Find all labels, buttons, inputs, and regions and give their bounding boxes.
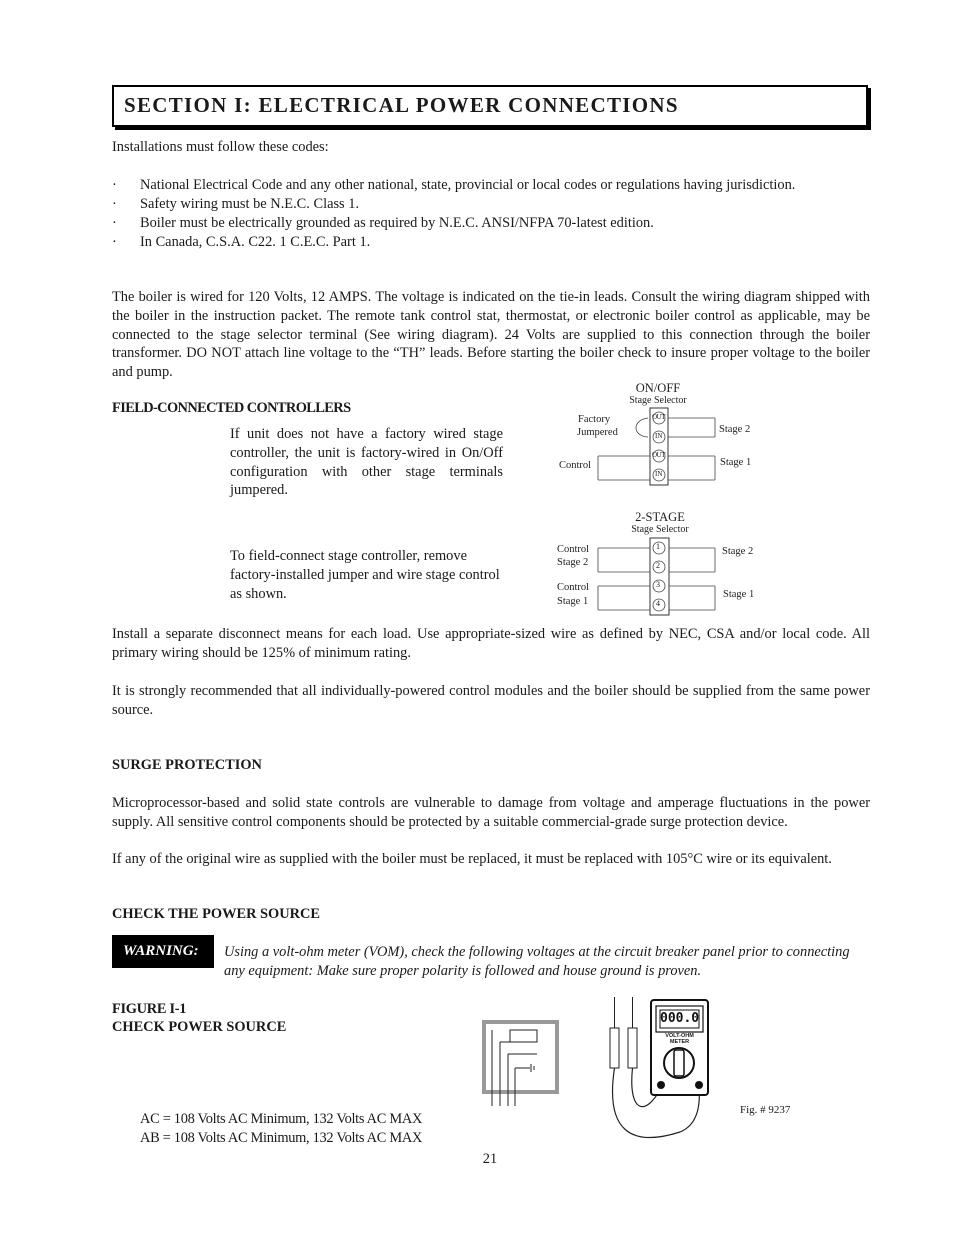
onoff-stage2-label: Stage 2 [719, 424, 751, 435]
surge-paragraph: Microprocessor-based and solid state controls are vulnerable to damage from voltage and amperage fluctuations in the power supply. All sensitive control components should be protected by a suitable commercial-grade surge protection device. [112, 795, 870, 830]
warning-label: WARNING: [123, 943, 199, 959]
code-item: · National Electrical Code and any other national, state, provincial or local codes or regulations having jurisdiction. [112, 176, 812, 195]
onoff-stage1-label: Stage 1 [720, 457, 752, 468]
wire-paragraph: If any of the original wire as supplied with the boiler must be replaced, it must be replaced with 105°C wire or its equivalent. [112, 851, 832, 867]
onoff-terminal: OUT [652, 413, 665, 421]
figure-caption: CHECK POWER SOURCE [112, 1019, 287, 1035]
check-heading: CHECK THE POWER SOURCE [112, 906, 321, 922]
power-source-paragraph: It is strongly recommended that all individually-powered control modules and the boiler should be supplied from the same power source. [112, 683, 870, 718]
onoff-jumpered-label: Jumpered [577, 427, 618, 438]
meter-label-1: VOLT-OHM [665, 1033, 694, 1039]
section-title: SECTION I: ELECTRICAL POWER CONNECTIONS [124, 93, 679, 117]
twostage-stage2-left-label: Stage 2 [557, 557, 589, 568]
figure-label: FIGURE I-1 [112, 1001, 187, 1017]
ac-spec: AC = 108 Volts AC Minimum, 132 Volts AC MAX [140, 1111, 423, 1127]
ab-spec: AB = 108 Volts AC Minimum, 132 Volts AC MAX [140, 1130, 423, 1146]
twostage-terminal: 1 [656, 542, 660, 551]
onoff-terminal: IN [655, 432, 663, 440]
onoff-subtitle: Stage Selector [629, 395, 687, 406]
code-item: · In Canada, C.S.A. C22. 1 C.E.C. Part 1. [112, 233, 812, 252]
twostage-control-label: Control [557, 582, 590, 593]
onoff-terminal: OUT [652, 451, 665, 459]
onoff-terminal: IN [655, 470, 663, 478]
intro-text: Installations must follow these codes: [112, 139, 329, 155]
meter-label-2: METER [669, 1039, 690, 1045]
code-item: · Safety wiring must be N.E.C. Class 1. [112, 195, 812, 214]
twostage-title: 2-STAGE [635, 510, 685, 524]
twostage-stage1-label: Stage 1 [723, 589, 755, 600]
twostage-subtitle: Stage Selector [631, 524, 689, 535]
meter-display: 000.0 [660, 1011, 700, 1026]
surge-heading: SURGE PROTECTION [112, 757, 262, 773]
twostage-terminal: 2 [656, 561, 660, 570]
onoff-title: ON/OFF [635, 381, 681, 395]
warning-text: Using a volt-ohm meter (VOM), check the following voltages at the circuit breaker panel prior to connecting any equipment: Make sure proper polarity is followed and house ground is proven. [224, 944, 850, 979]
twostage-terminal: 4 [656, 599, 660, 608]
onoff-factory-label: Factory [578, 414, 611, 425]
figure-number: Fig. # 9237 [740, 1104, 791, 1116]
page-number: 21 [482, 1151, 498, 1167]
field-text-2: To field-connect stage controller, remove factory-installed jumper and wire stage control as shown. [230, 548, 500, 602]
twostage-control-label: Control [557, 544, 590, 555]
onoff-control-label: Control [559, 460, 592, 471]
disconnect-paragraph: Install a separate disconnect means for each load. Use appropriate-sized wire as defined by NEC, CSA and/or local code. All primary wiring should be 125% of minimum rating. [112, 626, 870, 661]
twostage-terminal: 3 [656, 580, 660, 589]
code-item: · Boiler must be electrically grounded as required by N.E.C. ANSI/NFPA 70-latest edition. [112, 214, 812, 233]
twostage-stage1-left-label: Stage 1 [557, 596, 589, 607]
twostage-stage2-label: Stage 2 [722, 546, 754, 557]
field-text-1: If unit does not have a factory wired stage controller, the unit is factory-wired in On/Off configuration with other stage terminals jumpered. [230, 426, 503, 499]
wiring-paragraph: The boiler is wired for 120 Volts, 12 AMPS. The voltage is indicated on the tie-in leads. Consult the wiring diagram shipped with the boiler in the instruction packet. The remote tank control stat, thermostat, or electronic boiler control as applicable, may be connected to the stage selector terminal (See wiring diagram). 24 Volts are supplied to this connection through the boiler transformer. DO NOT attach line voltage to the “TH” leads. Before starting the boiler check to insure proper voltage to the boiler and pump. [112, 289, 870, 381]
field-heading: FIELD-CONNECTED CONTROLLERS [112, 400, 351, 416]
